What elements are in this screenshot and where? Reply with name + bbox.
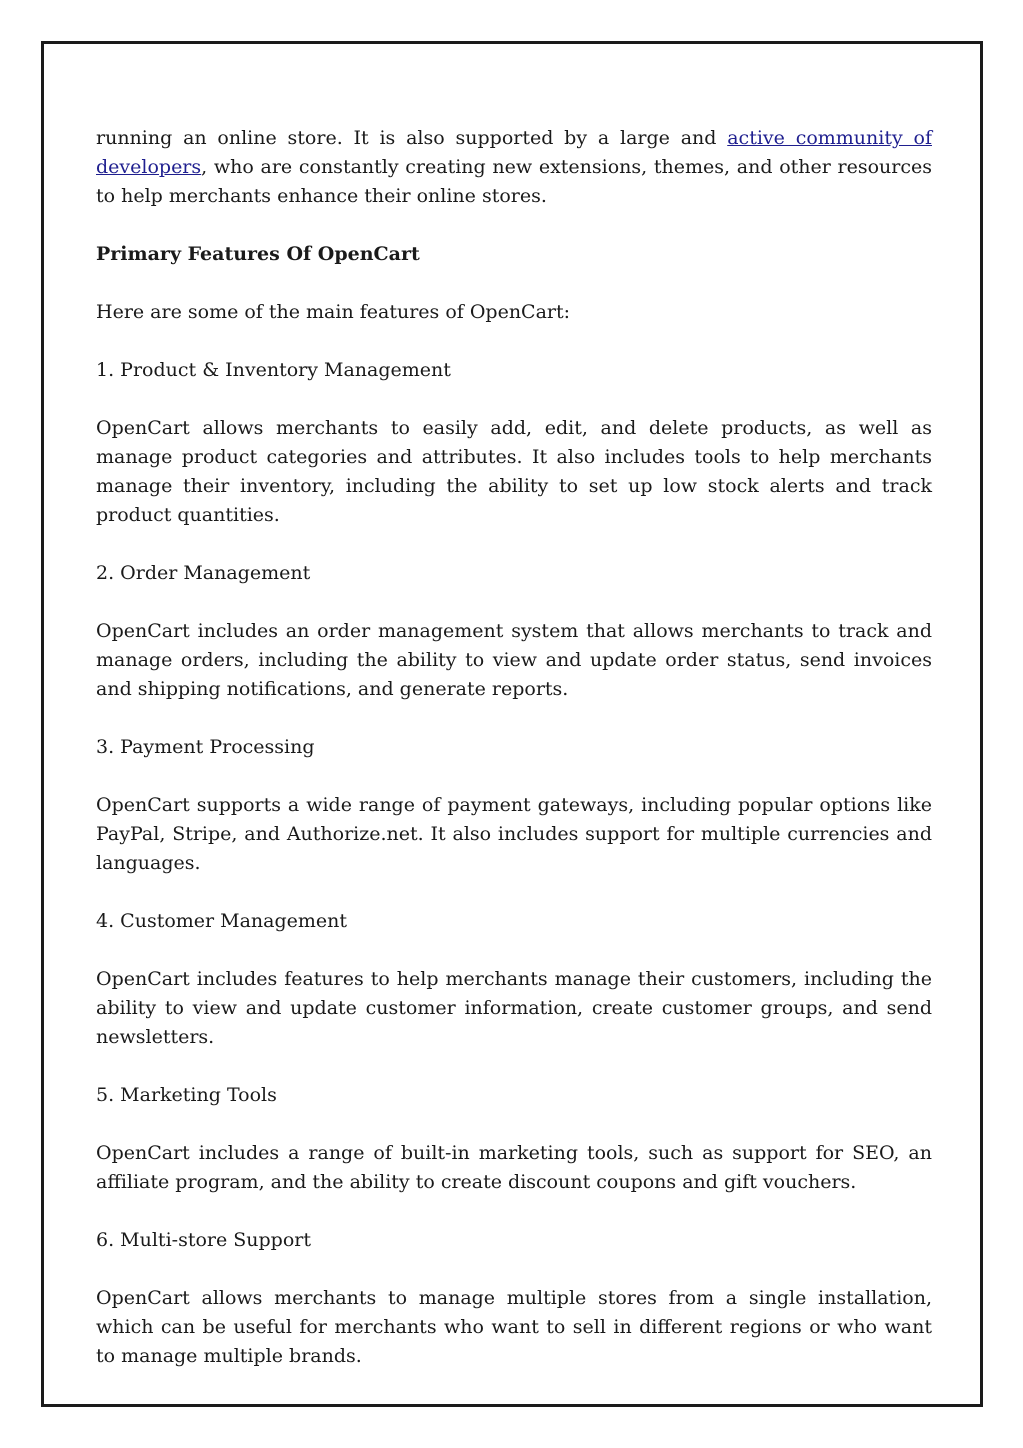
feature-title-1: 1. Product & Inventory Management — [96, 359, 451, 381]
intro-text-after-link: , who are constantly creating new extensions, themes, and other resources to help merchants enhance their online stores. — [96, 156, 932, 207]
intro-text-before-link: running an online store. It is also supported by a large and — [96, 127, 728, 149]
feature-body-5: OpenCart includes a range of built-in marketing tools, such as support for SEO, an affiliate program, and the ability to create discount coupons and gift vouchers. — [96, 1142, 932, 1193]
feature-title-6: 6. Multi-store Support — [96, 1229, 311, 1251]
feature-body-6: OpenCart allows merchants to manage multiple stores from a single installation, which can be useful for merchants who want to sell in different regions or who want to manage multiple brands. — [96, 1287, 932, 1367]
feature-body-4: OpenCart includes features to help merchants manage their customers, including the ability to view and update customer information, create customer groups, and send newsletters. — [96, 968, 932, 1048]
section-heading: Primary Features Of OpenCart — [96, 243, 420, 265]
feature-title-2: 2. Order Management — [96, 562, 311, 584]
feature-body-2: OpenCart includes an order management system that allows merchants to track and manage orders, including the ability to view and update order status, send invoices and shipping notifications, and generate reports. — [96, 620, 932, 700]
feature-title-4: 4. Customer Management — [96, 910, 348, 932]
feature-title-5: 5. Marketing Tools — [96, 1084, 277, 1106]
community-link[interactable]: active community of developers — [96, 127, 932, 178]
page-frame — [41, 41, 983, 1407]
document-body — [96, 124, 932, 1400]
section-intro: Here are some of the main features of OpenCart: — [96, 301, 571, 323]
feature-title-3: 3. Payment Processing — [96, 736, 315, 758]
feature-body-1: OpenCart allows merchants to easily add, edit, and delete products, as well as manage product categories and attributes. It also includes tools to help merchants manage their inventory, including the ability to set up low stock alerts and track product quantities. — [96, 417, 932, 526]
feature-body-3: OpenCart supports a wide range of payment gateways, including popular options like PayPal, Stripe, and Authorize.net. It also includes support for multiple currencies and languages. — [96, 794, 932, 874]
intro-paragraph — [96, 124, 932, 211]
